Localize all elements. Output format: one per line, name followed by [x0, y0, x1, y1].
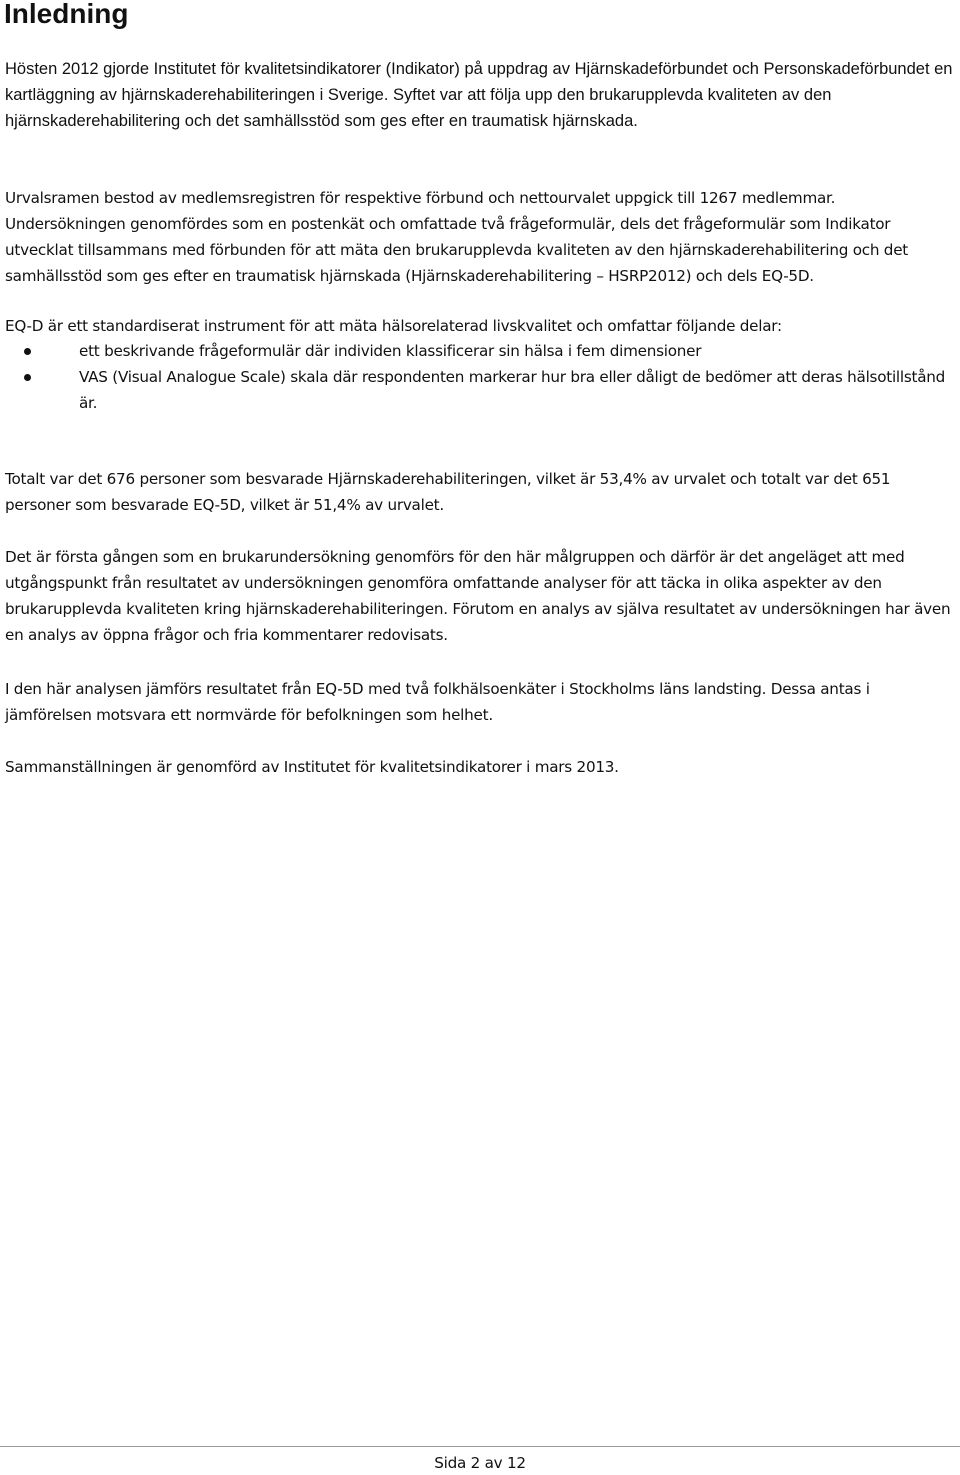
paragraph-analysis-scope: Det är första gången som en brukarundersökning genomförs för den här målgruppen och därför är det angeläget att med utgångspunkt från resultatet av undersökningen genomföra omfattande analyser för att täcka in olika aspekter av den brukarupplevda kvaliteten kring hjärnskaderehabiliteringen. Förutom en analys av själva resultatet av undersökningen har även en analys av öppna frågor och fria kommentarer redovisats. [5, 548, 951, 644]
paragraph-background: Hösten 2012 gjorde Institutet för kvalitetsindikatorer (Indikator) på uppdrag av Hjärnskadeförbundet och Personskadeförbundet en kartläggning av hjärnskaderehabiliteringen i Sverige. Syftet var att följa upp den brukarupplevda kvaliteten av den hjärnskaderehabilitering och det samhällsstöd som ges efter en traumatisk hjärnskada. [5, 60, 953, 130]
list-item-text: VAS (Visual Analogue Scale) skala där respondenten markerar hur bra eller dåligt de bedömer att deras hälsotillstånd är. [79, 368, 946, 412]
bullet-icon [24, 374, 31, 381]
eq5d-parts-list [5, 338, 957, 416]
list-item-text: ett beskrivande frågeformulär där individen klassificerar sin hälsa i fem dimensioner [79, 342, 702, 360]
paragraph-eq5d-intro: EQ-D är ett standardiserat instrument för att mäta hälsorelaterad livskvalitet och omfattar följande delar: [5, 317, 782, 335]
list-item [5, 364, 957, 416]
list-item [5, 338, 957, 364]
page-number: Sida 2 av 12 [434, 1454, 526, 1472]
bullet-icon [24, 348, 31, 355]
page-heading: Inledning [4, 0, 129, 29]
paragraph-compiled-by: Sammanställningen är genomförd av Institutet för kvalitetsindikatorer i mars 2013. [5, 758, 619, 776]
paragraph-response-rate: Totalt var det 676 personer som besvarade Hjärnskaderehabiliteringen, vilket är 53,4% av urvalet och totalt var det 651 personer som besvarade EQ-5D, vilket är 51,4% av urvalet. [5, 470, 891, 514]
paragraph-comparison: I den här analysen jämförs resultatet från EQ-5D med två folkhälsoenkäter i Stockholms läns landsting. Dessa antas i jämförelsen motsvara ett normvärde för befolkningen som helhet. [5, 680, 870, 724]
paragraph-sampling: Urvalsramen bestod av medlemsregistren för respektive förbund och nettourvalet uppgick till 1267 medlemmar. Undersökningen genomfördes som en postenkät och omfattade två frågeformulär, dels det frågeformulär som Indikator utvecklat tillsammans med förbunden för att mäta den brukarupplevda kvaliteten av den hjärnskaderehabilitering och det samhällsstöd som ges efter en traumatisk hjärnskada (Hjärnskaderehabilitering – HSRP2012) och dels EQ-5D. [5, 189, 908, 285]
footer-divider [0, 1446, 960, 1447]
